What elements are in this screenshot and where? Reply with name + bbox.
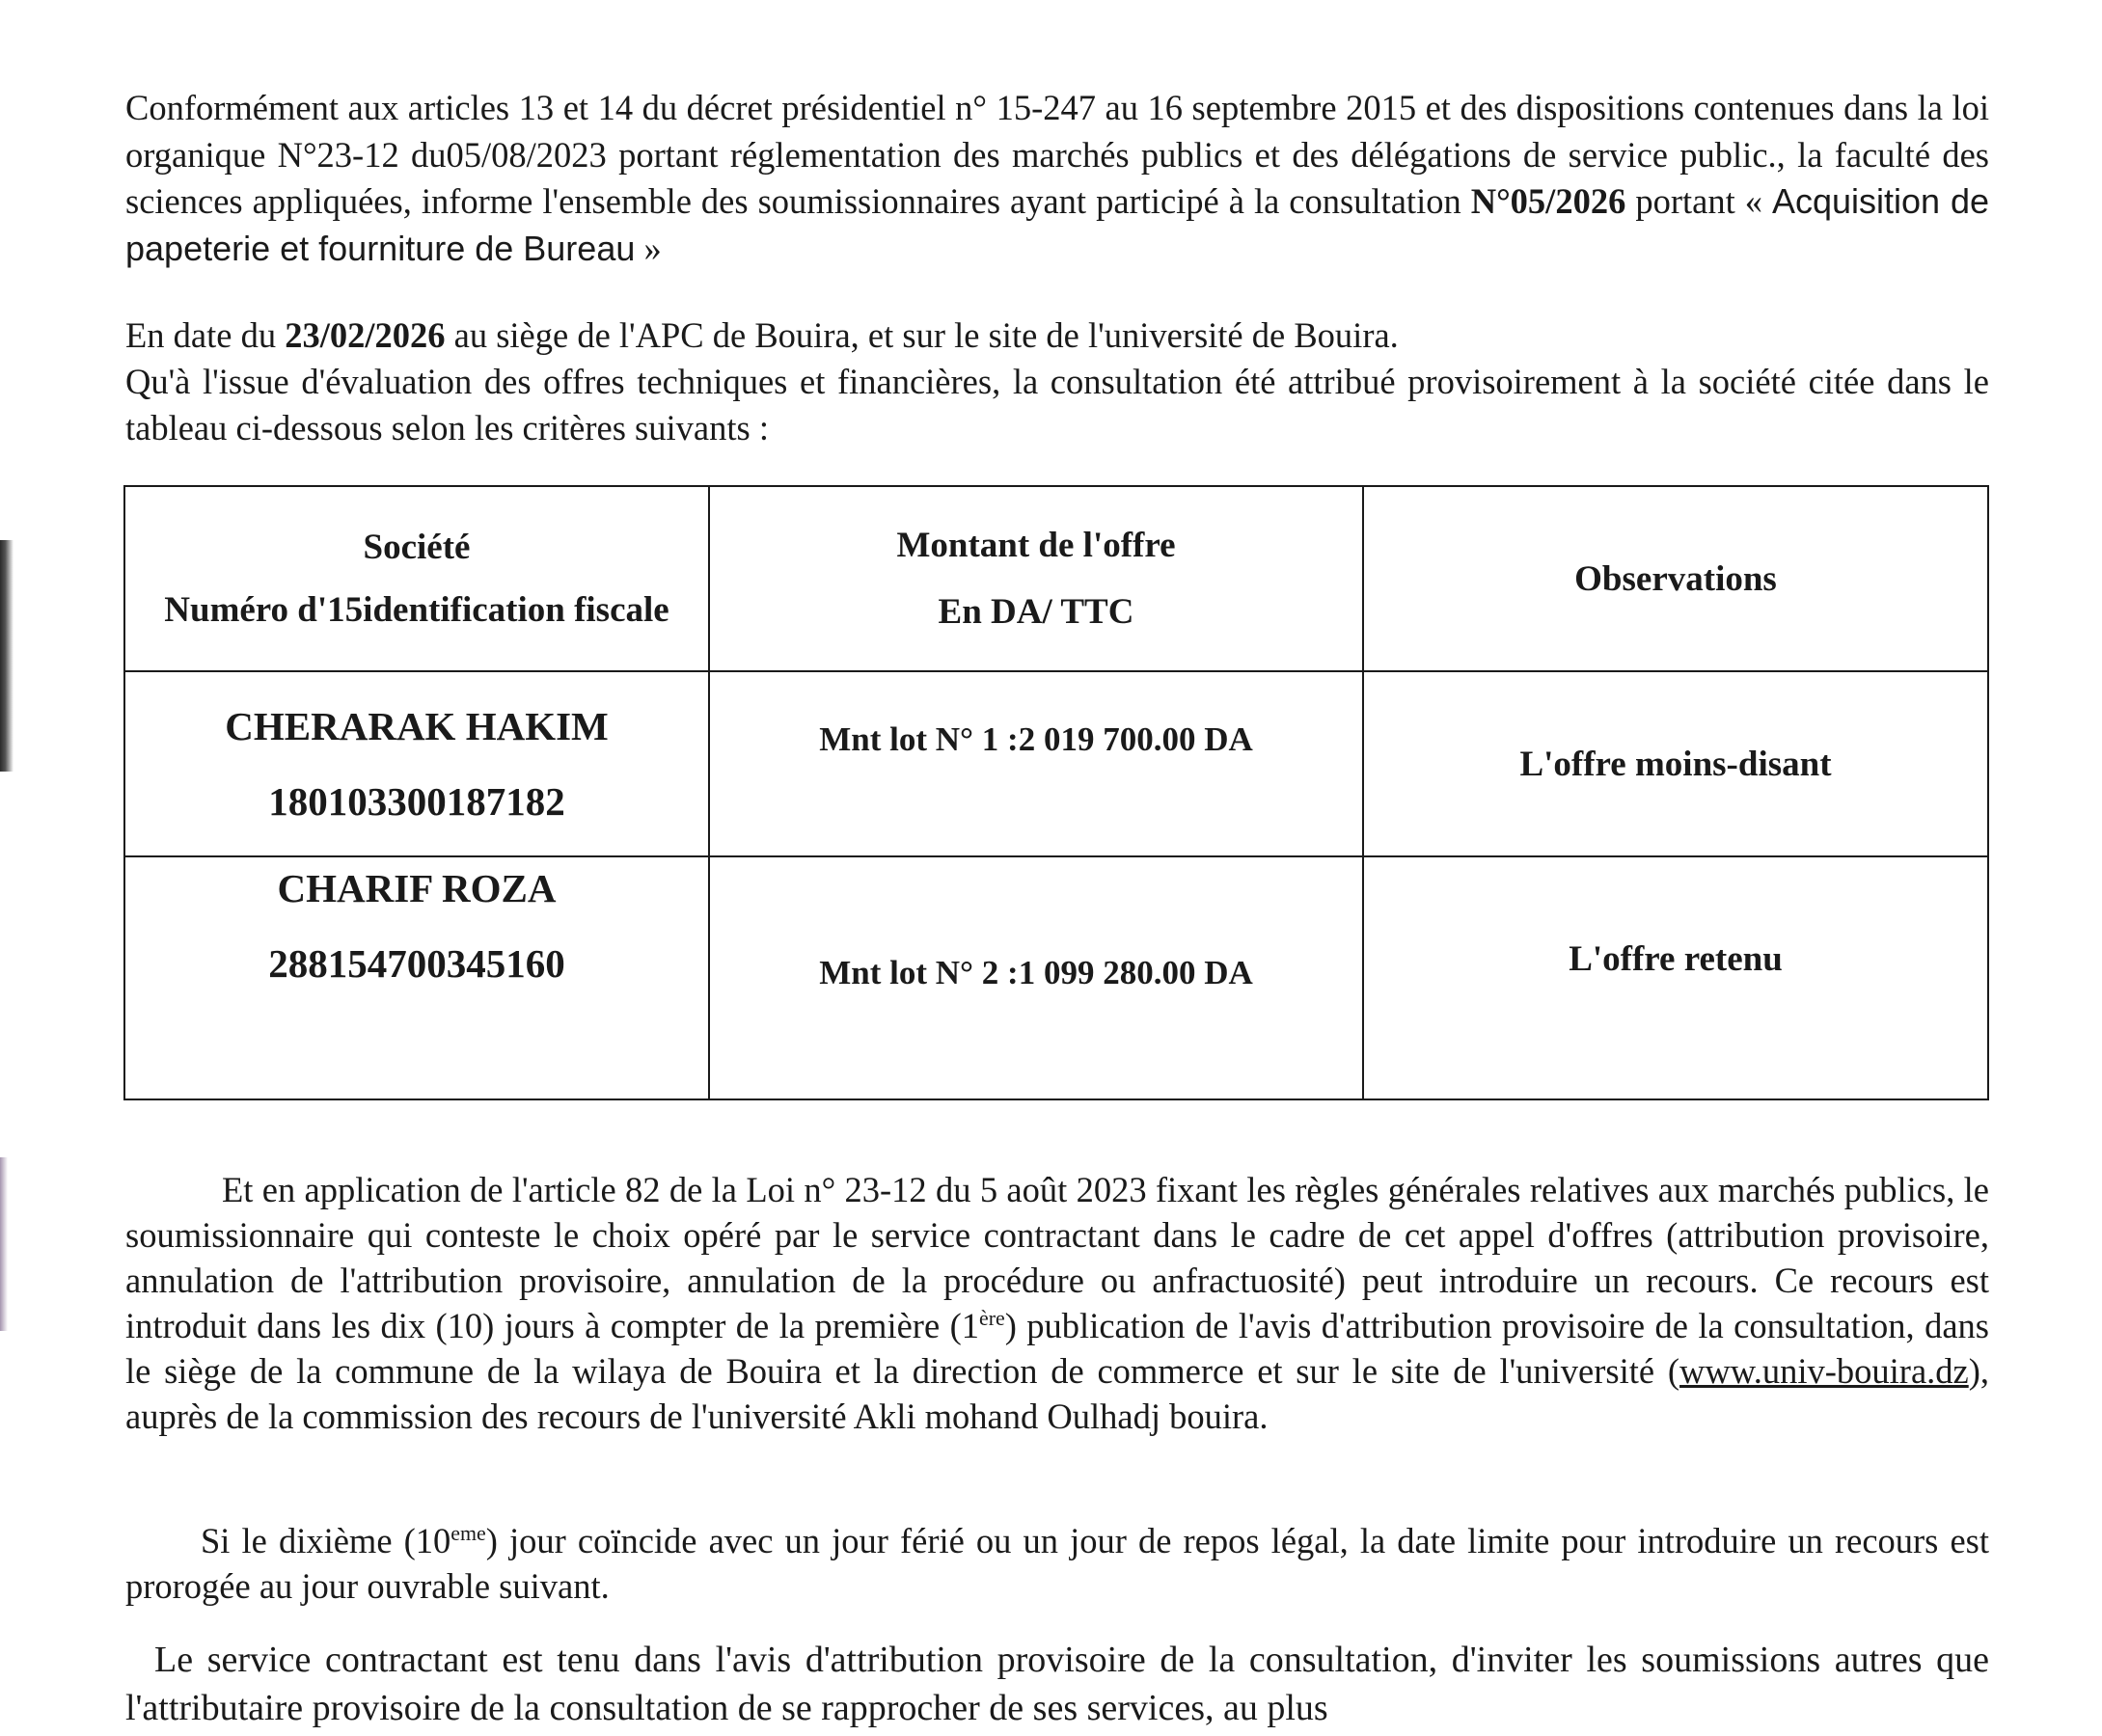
scan-edge-shadow xyxy=(0,540,14,772)
delai-text: Si le dixième (10 xyxy=(201,1521,451,1560)
recours-text-2: ) publication de l'avis d'attribution provisoire de la consultation, dans le siège de la commune de la wilaya de Bouira et la direction de commerce et sur le site de l'université ( xyxy=(125,1306,1989,1391)
date-prefix: En date du xyxy=(125,315,286,355)
header-observations xyxy=(1363,486,1988,671)
announcement-date: 23/02/2026 xyxy=(285,315,446,355)
recours-text-3: ), auprès de la commission des recours de l'université Akli mohand Oulhadj bouira. xyxy=(125,1351,1989,1436)
header-nif-label: Numéro d'15identification fiscale xyxy=(164,590,669,630)
header-observations-label: Observations xyxy=(1574,558,1777,599)
delai-paragraph xyxy=(125,1518,1989,1609)
delai-text-2: ) jour coïncide avec un jour férié ou un jour de repos légal, la date limite pour introduire un recours est prorogée au jour ouvrable suivant. xyxy=(125,1521,1990,1606)
superscript: ère xyxy=(978,1305,1005,1330)
university-website-link[interactable]: www.univ-bouira.dz xyxy=(1679,1351,1969,1391)
amount-cell xyxy=(709,856,1363,1099)
intro-text: Conformément aux articles 13 et 14 du décret présidentiel n° 15-247 au 16 septembre 2015 et des dispositions contenues dans la loi organique N°23-12 du05/08/2023 portant réglementation des marchés publics et des délégations de service public., la faculté des sciences appliquées, informe l'ensemble des soumissionnaires ayant participé à la consultation xyxy=(125,88,1989,221)
observation-text: L'offre moins-disant xyxy=(1519,744,1832,784)
intro-paragraph xyxy=(125,85,1989,272)
observation-cell xyxy=(1363,671,1988,856)
scan-edge-mark xyxy=(0,1157,8,1331)
header-company xyxy=(124,486,709,671)
offer-amount: Mnt lot N° 1 :2 019 700.00 DA xyxy=(819,720,1253,758)
company-name: CHERARAK HAKIM xyxy=(225,704,609,748)
consultation-object: Acquisition de papeterie et fourniture de Bureau xyxy=(125,181,1990,268)
header-amount xyxy=(709,486,1363,671)
date-suffix: au siège de l'APC de Bouira, et sur le site de l'université de Bouira. xyxy=(445,315,1399,355)
table-row xyxy=(124,856,1988,1099)
company-cell xyxy=(124,856,709,1099)
company-name: CHARIF ROZA xyxy=(277,866,557,910)
company-cell xyxy=(124,671,709,856)
company-nif: 180103300187182 xyxy=(268,779,565,824)
date-paragraph xyxy=(125,312,1989,360)
offer-amount: Mnt lot N° 2 :1 099 280.00 DA xyxy=(819,954,1253,991)
observation-cell xyxy=(1363,856,1988,1099)
table-header-row xyxy=(124,486,1988,671)
observation-text: L'offre retenu xyxy=(1569,939,1783,979)
header-company-label: Société xyxy=(363,528,471,567)
intro-text-2: portant « xyxy=(1625,181,1772,221)
recours-paragraph xyxy=(125,1167,1989,1439)
amount-cell xyxy=(709,671,1363,856)
superscript: eme xyxy=(450,1520,486,1545)
final-paragraph: Le service contractant est tenu dans l'avis d'attribution provisoire de la consultation, d'inviter les soumissions autres que l'attributaire provisoire de la consultation de se rapprocher de ses services, au plus xyxy=(125,1640,1989,1728)
company-nif: 288154700345160 xyxy=(268,941,565,986)
header-currency-label: En DA/ TTC xyxy=(938,592,1134,632)
award-table xyxy=(123,485,1989,1100)
consultation-number: N°05/2026 xyxy=(1470,181,1626,221)
header-amount-label: Montant de l'offre xyxy=(896,526,1176,565)
table-row xyxy=(124,671,1988,856)
recours-text: Et en application de l'article 82 de la Loi n° 23-12 du 5 août 2023 fixant les règles générales relatives aux marchés publics, le soumissionnaire qui conteste le choix opéré par le service contractant dans le cadre de cet appel d'offres (attribution provisoire, annulation de l'attribution provisoire, annulation de la procédure ou anfractuosité) peut introduire un recours. Ce recours est introduit dans les dix (10) jours à compter de la première (1 xyxy=(125,1170,1989,1345)
intro-text-3: » xyxy=(635,228,662,268)
result-paragraph: Qu'à l'issue d'évaluation des offres techniques et financières, la consultation été attribué provisoirement à la société citée dans le tableau ci-dessous selon les critères suivants : xyxy=(125,362,1989,448)
